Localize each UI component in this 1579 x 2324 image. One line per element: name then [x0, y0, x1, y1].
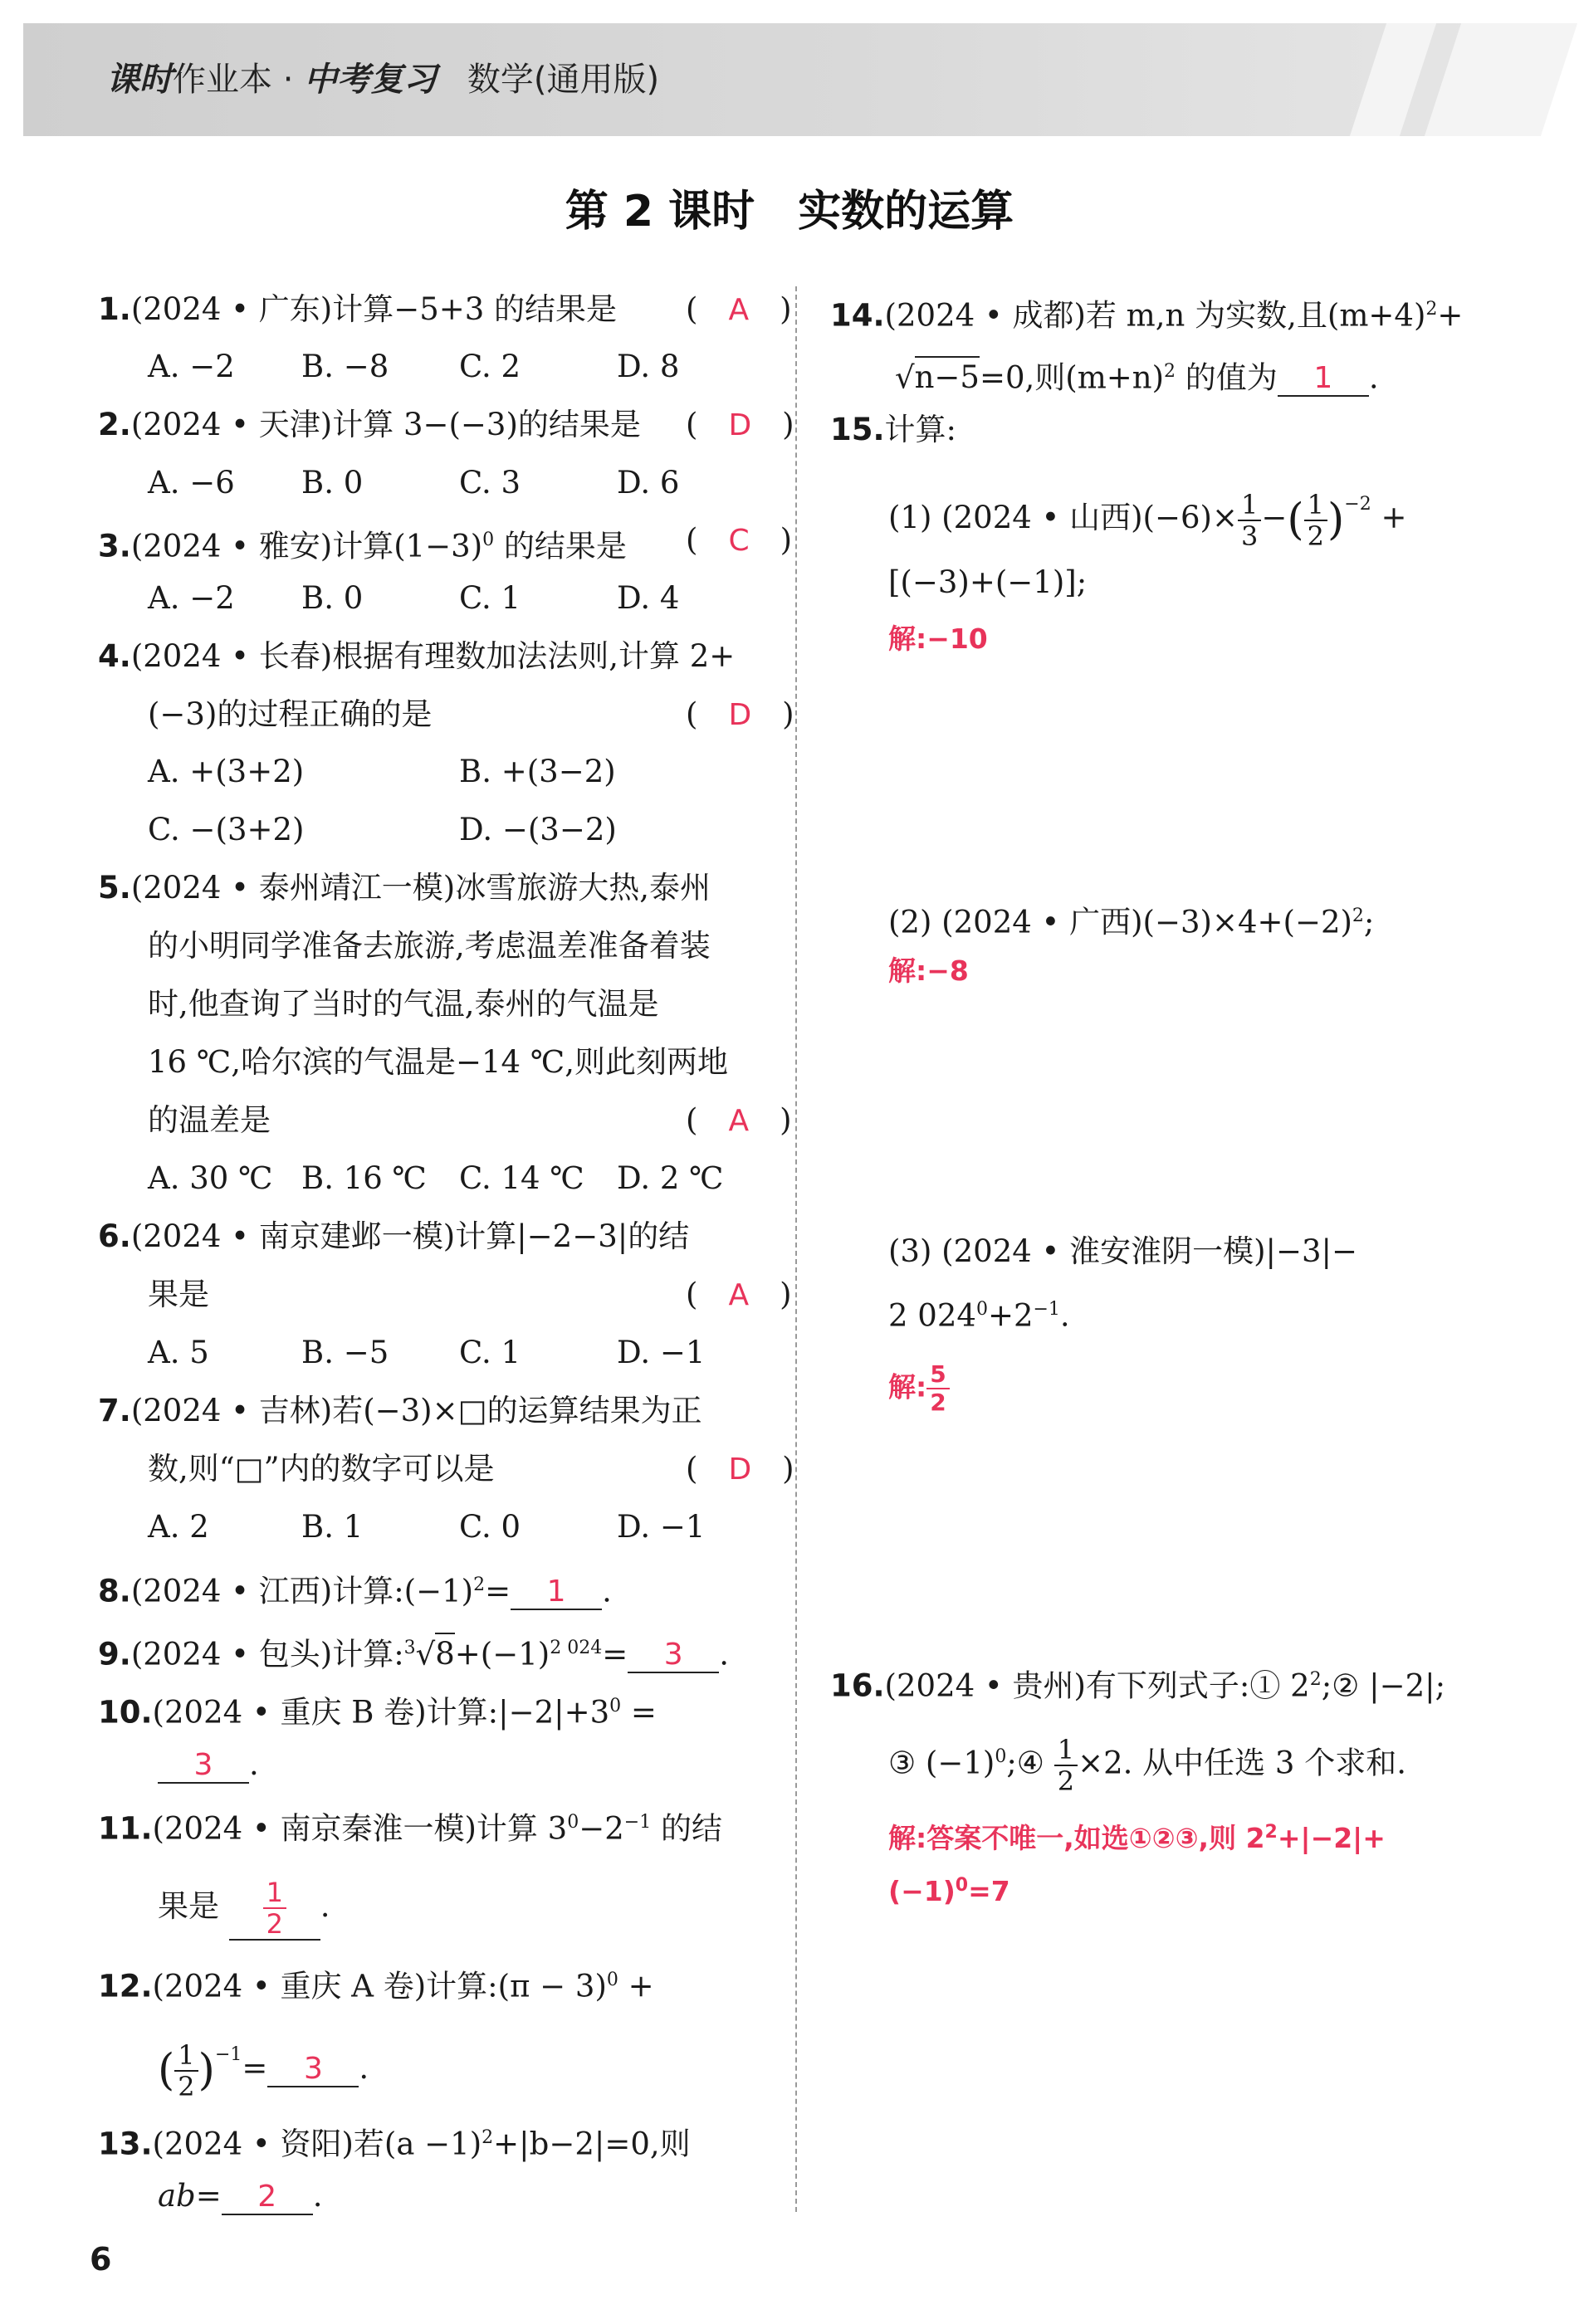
solution-text: 解:答案不唯一,如选①②③,则 $2^2+|-2|+$ — [888, 1822, 1386, 1854]
question-16-line2: ③ $(-1)^0;④$ $\frac{1}{2}$ ×2. 从中任选 3 个求和. — [888, 1734, 1406, 1797]
question-5: 5.(2024 • 泰州靖江一模)冰雪旅游大热,泰州 — [98, 870, 711, 906]
question-12-line2: ( $\frac{1}{2}$ )$^{-1}$= 3 . — [158, 2038, 369, 2102]
question-12: 12.(2024 • 重庆 A 卷)计算:(π − 3)$^0$ + — [98, 1968, 654, 2004]
book-title: 课时作业本 · 中考复习 数学(通用版) — [106, 61, 660, 99]
question-15-part3: (3) (2024 • 淮安淮阴一模)|−3|− — [888, 1233, 1358, 1269]
question-4: 4.(2024 • 长春)根据有理数加法法则,计算 2+ — [98, 638, 736, 674]
options: A. 5 B. −5 C. 1 D. −1 — [148, 1335, 706, 1370]
question-14-line2: √n−5=0,则$(m+n)^2$ 的值为 1 . — [895, 352, 1379, 398]
question-15: 15.计算: — [830, 412, 957, 447]
answer-paren: ( D ) — [686, 696, 794, 732]
options: A. −6 B. 0 C. 3 D. 6 — [148, 465, 680, 500]
answer-choice: D — [728, 698, 752, 732]
answer-fraction: $\frac{1}{2}$ — [263, 1877, 286, 1939]
answer-blank: 2 — [222, 2180, 313, 2215]
header-stripe — [1350, 23, 1436, 136]
options: A. −2 B. −8 C. 2 D. 8 — [148, 349, 680, 384]
answer-paren: ( A ) — [686, 291, 792, 327]
question-14: 14.(2024 • 成都)若 m,n 为实数,且$(m+4)^2+$ — [830, 297, 1464, 334]
question-13-line2: ab= 2 . — [158, 2178, 323, 2214]
question-5-line: 的小明同学准备去旅游,考虑温差准备着装 — [148, 928, 711, 964]
answer-paren: ( D ) — [686, 1451, 794, 1487]
question-8: 8.(2024 • 江西)计算$:(-1)^2= 1$ . — [98, 1573, 612, 1609]
answer-blank — [229, 1877, 320, 1941]
page-number: 6 — [90, 2241, 112, 2278]
answer-choice: D — [728, 408, 752, 442]
question-15-part2: (2) (2024 • 广西)$(-3)\times 4+(-2)^2$; — [888, 904, 1375, 940]
options: A. −2 B. 0 C. 1 D. 4 — [148, 580, 680, 616]
answer-choice: A — [728, 1104, 750, 1138]
solution-text: 解:−8 — [888, 954, 969, 987]
column-divider — [795, 286, 797, 2212]
answer-choice: A — [728, 1278, 750, 1312]
answer-choice: A — [728, 293, 750, 327]
question-10: 10.(2024 • 重庆 B 卷)计算$:|-2|+3^0$ = — [98, 1694, 657, 1731]
question-3: 3.(2024 • 雅安)计算$(1-3)^0$ 的结果是 — [98, 528, 627, 564]
header-stripe — [1425, 23, 1577, 136]
question-5-line: 时,他查询了当时的气温,泰州的气温是 — [148, 986, 659, 1022]
question-1: 1.(2024 • 广东)计算−5+3 的结果是 — [98, 291, 618, 327]
question-11-line2: 果是 $\frac{1}{2}$ . — [158, 1877, 330, 1940]
question-11: 11.(2024 • 南京秦淮一模)计算 $3^0-2^{-1}$ 的结 — [98, 1810, 722, 1847]
question-9: 9.(2024 • 包头)计算$:^3√8+(-1)^{2 024}= 3$ . — [98, 1628, 729, 1674]
question-15-part1-line2: [(−3)+(−1)]; — [888, 564, 1088, 600]
answer-choice: C — [728, 524, 750, 558]
answer-paren: ( C ) — [686, 522, 793, 558]
question-5-line: 16 ℃,哈尔滨的气温是−14 ℃,则此刻两地 — [148, 1044, 728, 1080]
question-16: 16.(2024 • 贵州)有下列式子:① $2^2;②$ |−2|; — [830, 1667, 1446, 1704]
options: A. 2 B. 1 C. 0 D. −1 — [148, 1509, 706, 1545]
answer-blank: 3 — [158, 1749, 249, 1784]
question-5-line: 的温差是 — [148, 1102, 271, 1138]
page-header — [23, 23, 1533, 136]
answer-blank: 3 — [628, 1638, 719, 1673]
answer-paren: ( A ) — [686, 1102, 792, 1138]
answer-paren: ( A ) — [686, 1277, 792, 1312]
answer-blank: 1 — [1278, 362, 1369, 397]
answer-blank: 1 — [511, 1575, 602, 1610]
options: A. +(3+2) B. +(3−2) — [148, 754, 616, 789]
answer-line: 3 . — [158, 1745, 259, 1784]
question-7-line2: 数,则“□”内的数字可以是 — [148, 1451, 495, 1487]
question-13: 13.(2024 • 资阳)若$(a -1)^2+|b-2|=0$,则 — [98, 2126, 691, 2162]
question-4-line2: (−3)的过程正确的是 — [148, 696, 433, 732]
answer-choice: D — [728, 1452, 752, 1487]
question-7: 7.(2024 • 吉林)若(−3)×□的运算结果为正 — [98, 1393, 702, 1428]
solution-text: 解: $\frac{5}{2}$ — [888, 1361, 950, 1416]
question-6: 6.(2024 • 南京建邺一模)计算|−2−3|的结 — [98, 1218, 690, 1254]
solution-text: 解:−10 — [888, 622, 988, 655]
question-2: 2.(2024 • 天津)计算 3−(−3)的结果是 — [98, 407, 641, 442]
question-6-line2: 果是 — [148, 1277, 209, 1312]
lesson-title: 第 2 课时 实数的运算 — [565, 187, 1014, 237]
answer-paren: ( D ) — [686, 407, 794, 442]
question-15-part1: (1) (2024 • 山西)(−6)× $\frac{1}{3}$ −( $\frac{1}{2}$ )$^{-2}$ + — [888, 488, 1407, 552]
question-15-part3-line2: 2 $024^0+2^{-1}$. — [888, 1297, 1070, 1334]
solution-text: $(-1)^0=7$ — [888, 1875, 1010, 1907]
answer-blank: 3 — [267, 2053, 359, 2087]
options: A. 30 ℃ B. 16 ℃ C. 14 ℃ D. 2 ℃ — [148, 1160, 724, 1196]
options: C. −(3+2) D. −(3−2) — [148, 812, 617, 847]
